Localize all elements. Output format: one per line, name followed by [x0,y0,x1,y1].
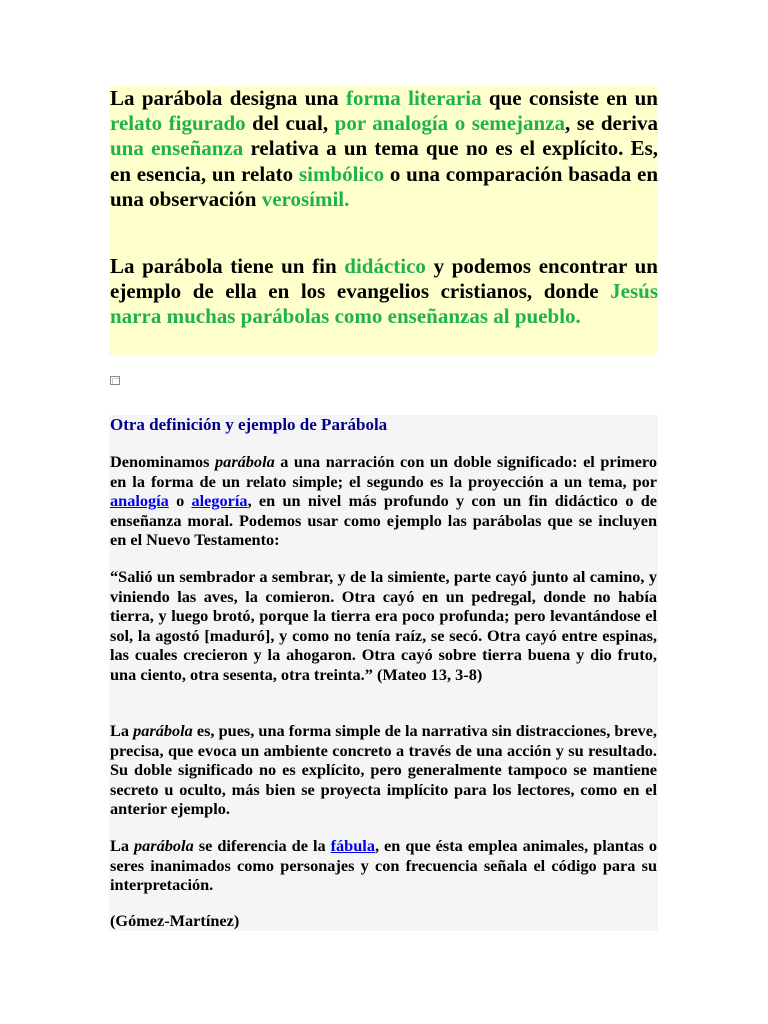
text-run: relativa a un tema que no es el explícito. Es, en esencia, un relato [110,136,659,186]
alegoria-link[interactable]: alegoría [191,491,248,511]
parabola-term: parábola [133,721,193,740]
highlighted-phrase: forma literaria [345,86,482,110]
broken-image-icon [110,376,120,385]
highlighted-phrase: una enseñanza [110,136,244,161]
definition-paragraph-3: La parábola es, pues, una forma simple de la narrativa sin distracciones, breve, precisa, que evoca un ambiente concreto a través de una acción y su resultado. Su doble significado no es explícito, pero generalmente tampoco se mantiene secreto u oculto, más bien se proyecta implícito para los lectores, como en el anterior ejemplo. [110,721,657,819]
highlighted-phrase: Jesús narra muchas parábolas como enseñanzas al pueblo. [110,279,658,329]
intro-paragraph-2 [110,254,658,330]
analogia-link[interactable]: analogía [110,491,169,511]
definition-paragraph-4: La parábola se diferencia de la fábula, en que ésta emplea animales, plantas o seres inanimados como personajes y con frecuencia señala el código para su interpretación. [110,836,657,895]
highlighted-phrase: verosímil. [261,186,350,211]
text-run: , se deriva [565,111,658,136]
text-run: La parábola tiene un fin [110,254,345,278]
intro-paragraph-1 [110,86,658,212]
parabola-term: parábola [215,452,275,471]
highlighted-phrase: por analogía o semejanza [334,111,566,136]
definition-heading: Otra definición y ejemplo de Parábola [110,415,388,434]
highlighted-phrase: relato figurado [110,111,246,136]
highlighted-phrase: simbólico [298,161,385,186]
text-run: y podemos encontrar un ejemplo de ella en los evangelios cristianos, donde [110,254,658,304]
text-run: que consiste en un [481,86,658,110]
source-citation: (Gómez-Martínez) [110,911,240,930]
intro-box [109,86,658,355]
definition-paragraph-1: Denominamos parábola a una narración con un doble significado: el primero en la forma de un relato simple; el segundo es la proyección a un tema, por analogía o alegoría, en un nivel más profundo y con un fin didáctico o de enseñanza moral. Podemos usar como ejemplo las parábolas que se incluyen en el Nuevo Testamento: [110,452,658,550]
highlighted-phrase: didáctico [344,254,426,278]
parabola-term: parábola [134,836,194,855]
text-run: del cual, [245,111,335,136]
fabula-link[interactable]: fábula [330,836,375,855]
parable-quote: “Salió un sembrador a sembrar, y de la simiente, parte cayó junto al camino, y viniendo las aves, la comieron. Otra cayó en un pedregal, donde no había tierra, y luego brotó, porque la tierra era poco profunda; pero levantándose el sol, la agostó [maduró], y como no tenía raíz, se secó. Otra cayó entre espinas, las cuales crecieron y la ahogaron. Otra cayó sobre tierra buena y dio fruto, una ciento, otra sesenta, otra treinta.” (Mateo 13, 3-8) [110,567,657,684]
text-run: La parábola designa una [110,86,346,110]
definition-box [109,415,658,931]
text-run: o una comparación basada en una observación [110,161,658,211]
